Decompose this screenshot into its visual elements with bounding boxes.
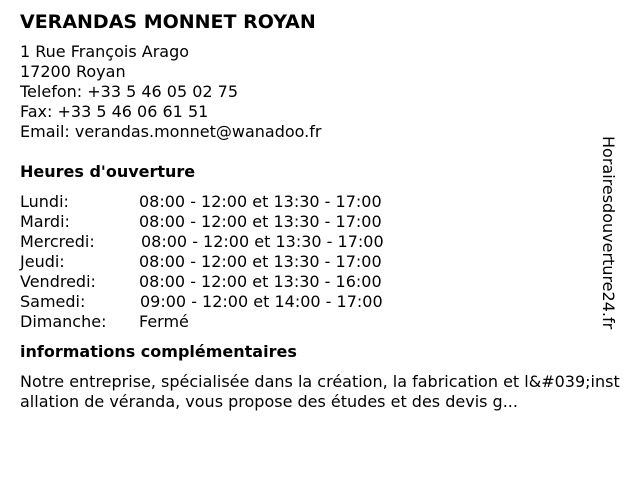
time-range: 08:00 - 12:00 et 13:30 - 17:00 bbox=[139, 192, 382, 211]
day-label: Lundi: bbox=[20, 192, 69, 211]
hours-row-friday bbox=[20, 272, 620, 292]
email-address: Email: verandas.monnet@wanadoo.fr bbox=[20, 122, 322, 141]
opening-hours-list bbox=[20, 192, 620, 332]
hours-row-saturday bbox=[20, 292, 620, 312]
hours-row-sunday bbox=[20, 312, 620, 332]
day-label: Dimanche: bbox=[20, 312, 107, 331]
time-range: 08:00 - 12:00 et 13:30 - 17:00 bbox=[139, 252, 382, 271]
time-range: Fermé bbox=[139, 312, 189, 331]
phone-number: Telefon: +33 5 46 05 02 75 bbox=[20, 82, 239, 101]
watermark-text: Horairesdouverture24.fr bbox=[599, 136, 618, 330]
time-range: 08:00 - 12:00 et 13:30 - 17:00 bbox=[141, 232, 384, 251]
time-range: 08:00 - 12:00 et 13:30 - 16:00 bbox=[139, 272, 382, 291]
time-range: 09:00 - 12:00 et 14:00 - 17:00 bbox=[140, 292, 383, 311]
day-label: Mercredi: bbox=[20, 232, 95, 251]
opening-hours-heading: Heures d'ouverture bbox=[20, 162, 196, 181]
address-block bbox=[20, 42, 620, 142]
hours-row-wednesday bbox=[20, 232, 620, 252]
city-postal-code: 17200 Royan bbox=[20, 62, 126, 81]
day-label: Mardi: bbox=[20, 212, 70, 231]
business-listing bbox=[20, 10, 620, 412]
business-description: Notre entreprise, spécialisée dans la création, la fabrication et l&#039;installation de véranda, vous propose des études et des devis g... bbox=[20, 372, 620, 411]
day-label: Samedi: bbox=[20, 292, 86, 311]
time-range: 08:00 - 12:00 et 13:30 - 17:00 bbox=[139, 212, 382, 231]
fax-number: Fax: +33 5 46 06 61 51 bbox=[20, 102, 209, 121]
business-name: VERANDAS MONNET ROYAN bbox=[20, 11, 316, 33]
street-address: 1 Rue François Arago bbox=[20, 42, 190, 61]
day-label: Vendredi: bbox=[20, 272, 96, 291]
hours-row-monday bbox=[20, 192, 620, 212]
hours-row-tuesday bbox=[20, 212, 620, 232]
hours-row-thursday bbox=[20, 252, 620, 272]
additional-info-heading: informations complémentaires bbox=[20, 342, 297, 361]
day-label: Jeudi: bbox=[20, 252, 65, 271]
